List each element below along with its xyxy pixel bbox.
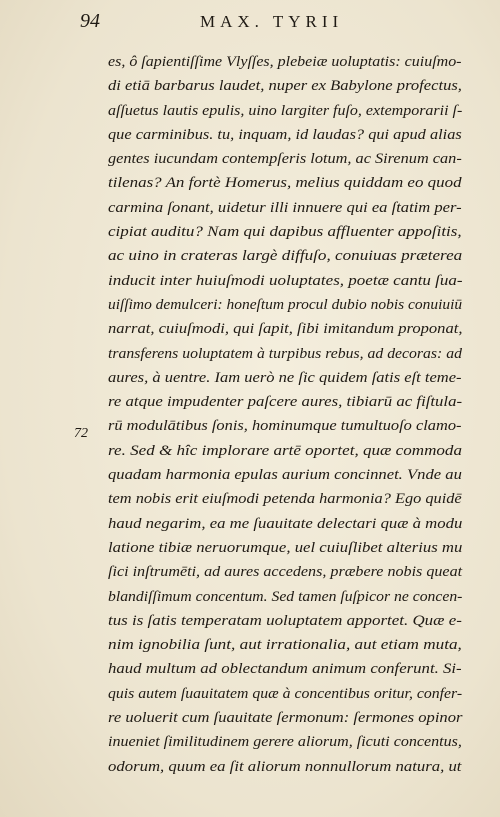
text-line: nim ignobilia ſunt, aut irrationalia, aut etiam muta, <box>108 637 462 654</box>
text-line: cipiat auditu? Nam qui dapibus affluenter appoſitis, <box>108 224 462 241</box>
page-header <box>0 10 500 36</box>
text-line: ac uino in crateras largè diffuſo, conuiuas præterea <box>108 248 463 265</box>
text-line: inueniet ſimilitudinem gerere aliorum, ſicuti concentus, <box>108 734 462 751</box>
text-line: haud negarim, ea me ſuauitate delectari quæ à modu <box>108 515 463 532</box>
text-line: uiſſimo demulceri: honeſtum procul dubio nobis conuiuiū <box>108 296 463 313</box>
text-line: tem nobis erit eiuſmodi petenda harmonia? Ego quidē <box>108 491 462 508</box>
text-line: carmina ſonant, uidetur illi innuere qui ea ſtatim per- <box>108 199 462 216</box>
text-line: re uoluerit cum ſuauitate ſermonum: ſermones opinor <box>108 710 463 727</box>
text-line: que carminibus. tu, inquam, id laudas? qui apud alias <box>108 126 462 143</box>
text-line: tus is ſatis temperatam uoluptatem apportet. Quæ e- <box>108 612 462 629</box>
text-line: odorum, quum ea ſit aliorum nonnullorum natura, ut <box>108 758 462 775</box>
text-line: aures, à uentre. Iam uerò ne ſic quidem ſatis eſt teme- <box>108 369 462 386</box>
text-line: latione tibiæ neruorumque, uel cuiuſlibet alterius mu <box>108 539 463 556</box>
text-line: transferens uoluptatem à turpibus rebus, ad decoras: ad <box>108 345 462 362</box>
text-line: rū modulātibus ſonis, hominumque tumultuoſo clamo- <box>108 418 462 435</box>
text-line: di etiā barbarus laudet, nuper ex Babylone profectus, <box>108 78 462 95</box>
text-line: quadam harmonia epulas aurium concinnet. Vnde au <box>108 467 462 484</box>
text-line: re. Sed & hîc implorare artē oportet, quæ commoda <box>108 442 462 459</box>
text-line: quis autem ſuauitatem quæ à concentibus oritur, confer- <box>108 685 463 702</box>
text-line: aſſuetus lautis epulis, uino largiter fuſo, extemporarii ſ- <box>108 102 463 119</box>
text-line: re atque impudenter paſcere aures, tibiarū ac fiſtula- <box>108 394 463 411</box>
margin-reference-number: 72 <box>74 426 88 441</box>
page-number: 94 <box>80 10 100 32</box>
text-line: gentes iucundam contempſeris lotum, ac Sirenum can- <box>108 151 462 168</box>
text-line: ſici inſtrumēti, ad aures accedens, præbere nobis queat <box>108 564 463 581</box>
text-line: blandiſſimum concentum. Sed tamen ſuſpicor ne concen- <box>108 588 463 605</box>
text-line: inducit inter huiuſmodi uoluptates, poetæ cantu ſua- <box>108 272 463 289</box>
text-line: narrat, cuiuſmodi, qui ſapit, ſibi imitandum proponat, <box>108 321 463 338</box>
body-text <box>108 50 462 779</box>
text-line: haud multum ad oblectandum animum conferunt. Si- <box>108 661 462 678</box>
running-title: MAX. TYRII <box>200 12 344 31</box>
text-line: es, ô ſapientiſſime Vlyſſes, plebeiæ uoluptatis: cuiuſmo- <box>108 54 462 70</box>
text-line: tilenas? An fortè Homerus, melius quiddam eo quod <box>108 175 462 192</box>
